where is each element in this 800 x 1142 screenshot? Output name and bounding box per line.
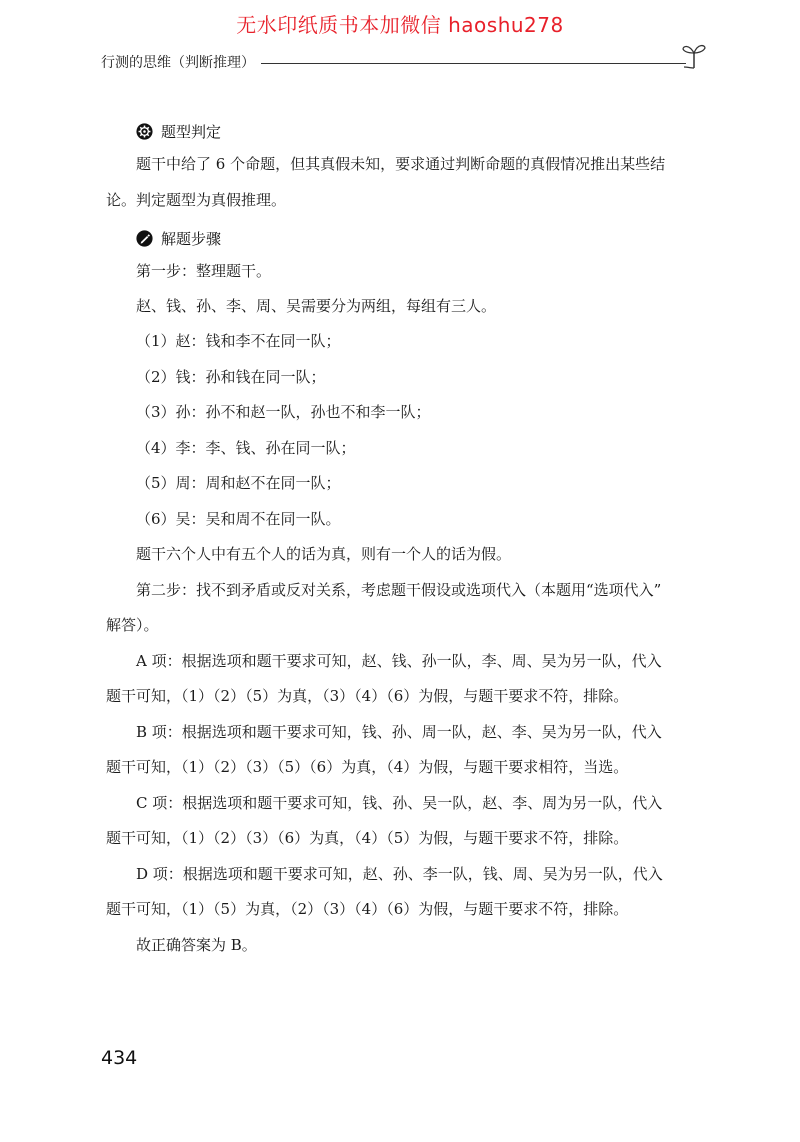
- paragraph: 题干中给了 6 个命题，但其真假未知，要求通过判断命题的真假情况推出某些结: [136, 155, 666, 173]
- option-a-line2: 题干可知，（1）（2）（5）为真，（3）（4）（6）为假，与题干要求不符，排除。: [106, 687, 629, 705]
- statement-item: （3）孙：孙不和赵一队，孙也不和李一队；: [136, 403, 431, 421]
- pen-icon: [136, 230, 153, 247]
- option-c-line2: 题干可知，（1）（2）（3）（6）为真，（4）（5）为假，与题干要求不符，排除。: [106, 829, 629, 847]
- statement-item: （4）李：李、钱、孙在同一队；: [136, 439, 356, 457]
- paragraph: 解答）。: [106, 616, 159, 634]
- option-d-line1: D 项：根据选项和题干要求可知，赵、孙、李一队，钱、周、吴为另一队，代入: [136, 865, 663, 883]
- watermark-text: 无水印纸质书本加微信 haoshu278: [236, 13, 564, 37]
- page-number: 434: [101, 1047, 138, 1069]
- option-b-line1: B 项：根据选项和题干要求可知，钱、孙、周一队，赵、李、吴为另一队，代入: [136, 723, 662, 741]
- statement-item: （2）钱：孙和钱在同一队；: [136, 368, 326, 386]
- section-heading-steps: [136, 228, 221, 249]
- statement-item: （6）吴：吴和周不在同一队。: [136, 510, 341, 528]
- running-header: [101, 52, 701, 74]
- section-heading-type: [136, 121, 221, 142]
- header-title: 行测的思维（判断推理）: [101, 55, 255, 71]
- header-rule: [261, 63, 686, 64]
- paragraph: 题干六个人中有五个人的话为真，则有一个人的话为假。: [136, 545, 512, 563]
- section-heading-label: 解题步骤: [161, 230, 222, 248]
- sprout-icon: [681, 40, 707, 70]
- paragraph: 赵、钱、孙、李、周、吴需要分为两组，每组有三人。: [136, 297, 497, 315]
- paragraph: 论。判定题型为真假推理。: [106, 191, 287, 209]
- statement-item: （5）周：周和赵不在同一队；: [136, 474, 341, 492]
- statement-item: （1）赵：钱和李不在同一队；: [136, 332, 341, 350]
- paragraph: 第二步：找不到矛盾或反对关系，考虑题干假设或选项代入（本题用“选项代入”: [136, 581, 662, 599]
- answer-text: 故正确答案为 B。: [136, 936, 257, 954]
- option-c-line1: C 项：根据选项和题干要求可知，钱、孙、吴一队，赵、李、周为另一队，代入: [136, 794, 663, 812]
- option-b-line2: 题干可知，（1）（2）（3）（5）（6）为真，（4）为假，与题干要求相符，当选。: [106, 758, 629, 776]
- paragraph: 第一步：整理题干。: [136, 262, 272, 280]
- section-heading-label: 题型判定: [161, 123, 222, 141]
- gear-icon: [136, 123, 153, 140]
- option-d-line2: 题干可知，（1）（5）为真，（2）（3）（4）（6）为假，与题干要求不符，排除。: [106, 900, 629, 918]
- option-a-line1: A 项：根据选项和题干要求可知，赵、钱、孙一队，李、周、吴为另一队，代入: [136, 652, 662, 670]
